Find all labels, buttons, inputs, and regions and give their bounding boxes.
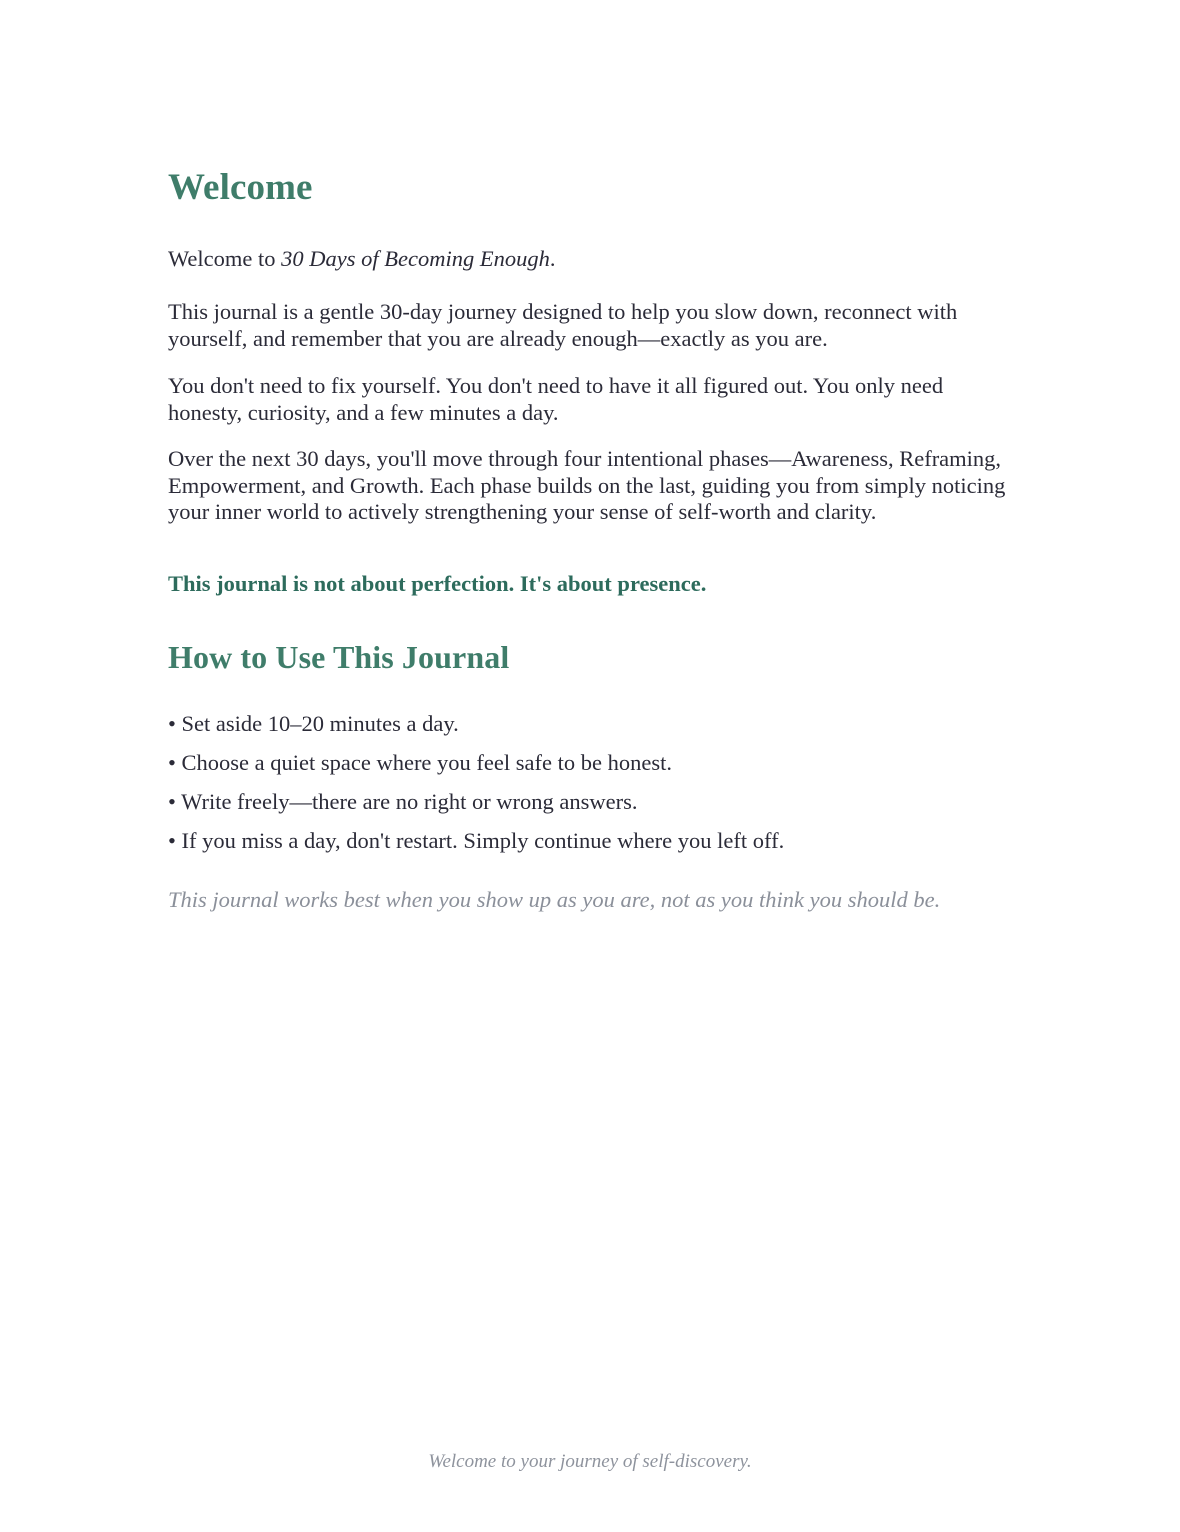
intro-prefix-text: Welcome to [168, 246, 282, 271]
list-item-label: If you miss a day, don't restart. Simply continue where you left off. [181, 828, 785, 853]
section-title-how-to-use: How to Use This Journal [168, 639, 510, 675]
bullet-icon: • [168, 828, 176, 853]
paragraph-no-fixing: You don't need to fix yourself. You don't need to have it all figured out. You only need honesty, curiosity, and a few minutes a day. [168, 373, 944, 425]
bullet-icon: • [168, 711, 176, 736]
closing-note: This journal works best when you show up as you are, not as you think you should be. [168, 887, 941, 912]
page-title: Welcome [168, 167, 313, 208]
highlight-statement: This journal is not about perfection. It's about presence. [168, 571, 707, 596]
journal-title-italic: 30 Days of Becoming Enough [281, 246, 550, 271]
list-item [168, 789, 1016, 815]
page-footer: Welcome to your journey of self-discovery. [428, 1451, 752, 1472]
list-item-label: Choose a quiet space where you feel safe to be honest. [181, 750, 672, 775]
list-item [168, 750, 1016, 776]
paragraph-four-phases: Over the next 30 days, you'll move through four intentional phases—Awareness, Reframing, Empowerment, and Growth. Each phase builds on the last, guiding you from simply noticing your inner world to actively strengthening your sense of self-worth and clarity. [168, 446, 1006, 524]
bullet-icon: • [168, 750, 176, 775]
bullet-icon: • [168, 789, 176, 814]
list-item-label: Write freely—there are no right or wrong answers. [181, 789, 638, 814]
welcome-section-header [168, 168, 313, 209]
list-item-label: Set aside 10–20 minutes a day. [181, 711, 459, 736]
list-item [168, 828, 1016, 854]
list-item [168, 711, 1016, 737]
intro-paragraph [168, 246, 1016, 273]
paragraph-gentle-journey: This journal is a gentle 30-day journey designed to help you slow down, reconnect with yourself, and remember that you are already enough—exactly as you are. [168, 299, 958, 351]
how-to-use-section-header [168, 640, 509, 675]
how-to-use-list [168, 711, 1016, 867]
intro-suffix-text: . [549, 246, 556, 271]
